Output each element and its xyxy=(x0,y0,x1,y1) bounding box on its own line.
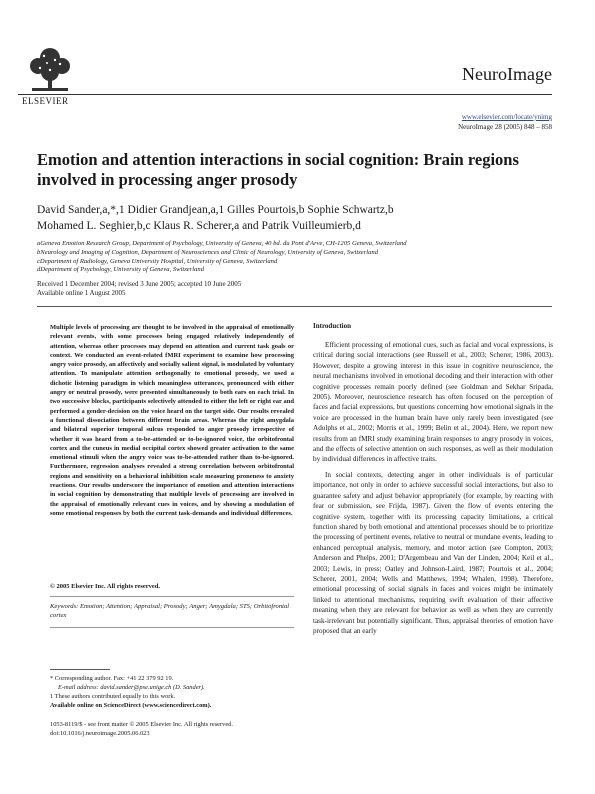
journal-info xyxy=(458,112,552,132)
affiliation-b: bNeurology and Imaging of Cognition, Department of Neurosciences and Clinic of Neurology, University of Geneva, Switzerland xyxy=(37,248,379,256)
footnotes xyxy=(50,674,211,710)
keywords: Keywords: Emotion; Attention; Appraisal; Prosody; Anger; Amygdala; STS; Orbitofrontal cortex xyxy=(50,603,290,619)
introduction-body xyxy=(313,340,553,641)
authors-line-1: David Sander,a,*,1 Didier Grandjean,a,1 Gilles Pourtois,b Sophie Schwartz,b xyxy=(37,204,394,216)
intro-paragraph-1: Efficient processing of emotional cues, such as facial and vocal expressions, is critical during social interactions (see Russell et al., 2003; Scherer, 1986, 2003). However, despite a growing interest in this issue in cognitive neuroscience, the neural mechanisms involved in emotional decoding and their interaction with other cognitive processes remain poorly defined (see Goldman and Sekhar Sripada, 2005). Moreover, neuroscience research has often focused on the perception of faces and facial expressions, but questions concerning how emotional signals in the voice are processed in the human brain have only rarely been investigated (see Adolphs et al., 2002; Morris et al., 1999; Belin et al., 2004). Here, we report new results from an fMRI study examining brain responses to angry prosody in voices, and the effects of selective attention on such responses, as well as their modulation by individual differences in affective traits. xyxy=(313,341,553,464)
footnote-equal: 1 These authors contributed equally to this work. xyxy=(50,693,176,700)
abstract-copyright: © 2005 Elsevier Inc. All rights reserved. xyxy=(50,583,161,590)
abstract-text: Multiple levels of processing are thought to be involved in the appraisal of emotionally relevant events, with some processes being engaged relatively independently of attention, whereas other processes may depend on attention and current task goals or context. We conducted an event-related fMRI experiment to examine how processing angry voice prosody, an affectively and socially salient signal, is modulated by voluntary attention. To manipulate attention orthogonally to emotional prosody, we used a dichotic listening paradigm in which meaningless utterances, pronounced with either angry or neutral prosody, were presented simultaneously to both ears on each trial. In two successive blocks, participants selectively attended to either the left or right ear and performed a gender-decision on the voice heard on the target side. Our results revealed a functional dissociation between different brain areas. Whereas the right amygdala and bilateral superior temporal sulcus responded to anger prosody irrespective of whether it was heard from a to-be-attended or to-be-ignored voice, the orbitofrontal cortex and the cuneus in medial occipital cortex showed greater activation to the same emotional stimuli when the angry voice was to-be-attended rather than to-be-ignored. Furthermore, regression analyses revealed a strong correlation between orbitofrontal regions and sensitivity on a behavioral inhibition scale measuring proneness to anxiety reactions. Our results underscore the importance of emotion and attention interactions in social cognition by demonstrating that multiple levels of processing are involved in the appraisal of emotionally relevant cues in voices, and by showing a modulation of some emotional responses by both the current task-demands and individual differences. xyxy=(50,324,294,517)
elsevier-tree-logo xyxy=(22,44,78,104)
intro-paragraph-2: In social contexts, detecting anger in other individuals is of particular importance, not only in order to achieve successful social interactions, but also to guarantee safety and adjust behavior appropriately (for example, by reacting with fear or submission, see Frijda, 1987). Given the flow of events entering the cognitive system, together with its processing capacity limitations, a critical function shared by both emotional and attentional processes should be to prioritize the processing of pertinent events, relative to neutral or mundane events, leading to enhanced perceptual analysis, memory, and motor action (see Compton, 2003; Anderson and Phelps, 2001; D'Argembeau and Van der Linden, 2004; Keil et al., 2003; Lewis, in press; Oatley and Johnson-Laird, 1987; Pourtois et al., 2004; Scherer, 2001, 2004; Wells and Matthews, 1994; Whalen, 1998). Therefore, emotional processing of social signals in faces and voices might be intimately linked to attentional mechanisms, requiring swift evaluation of their affective meaning when they are relevant for behavior as well as when they are currently task-irrelevant but potentially significant. Thus, appraisal theories of emotion have proposed that an early xyxy=(313,470,553,635)
header-rule xyxy=(18,94,552,95)
online-date: Available online 1 August 2005 xyxy=(37,289,126,297)
authors-line-2: Mohamed L. Seghier,b,c Klaus R. Scherer,a and Patrik Vuilleumierb,d xyxy=(37,220,361,232)
affiliation-d: dDepartment of Psychology, University of Geneva, Switzerland xyxy=(37,266,205,274)
article-title: Emotion and attention interactions in social cognition: Brain regions involved in processing anger prosody xyxy=(37,150,519,189)
doi-line: doi:10.1016/j.neuroimage.2005.06.023 xyxy=(50,730,150,737)
introduction-heading: Introduction xyxy=(313,322,351,330)
publisher-name: ELSEVIER xyxy=(22,96,69,106)
footnote-email: E-mail address: david.sander@pse.unige.ch (D. Sander). xyxy=(58,684,205,691)
keywords-rule-bottom xyxy=(50,627,294,628)
affiliations xyxy=(37,240,557,275)
footnote-online: Available online on ScienceDirect (www.sciencedirect.com). xyxy=(50,702,212,709)
page-footer xyxy=(50,720,233,738)
journal-name: NeuroImage xyxy=(462,64,552,84)
keywords-rule-top xyxy=(50,596,294,597)
affiliation-a: aGeneva Emotion Research Group, Department of Psychology, University of Geneva, 40 bd. du Pont d'Arve, CH-1205 Geneva, Switzerland xyxy=(37,240,407,247)
journal-url[interactable]: www.elsevier.com/locate/ynimg xyxy=(461,113,552,121)
author-list xyxy=(37,202,557,234)
issn-line: 1053-8119/$ - see front matter © 2005 Elsevier Inc. All rights reserved. xyxy=(50,721,233,728)
article-history xyxy=(37,280,241,298)
journal-citation: NeuroImage 28 (2005) 848 – 858 xyxy=(458,123,552,131)
footnote-rule xyxy=(50,669,110,670)
footnote-corresponding: * Corresponding author. Fax: +41 22 379 92 19. xyxy=(50,675,174,682)
affiliation-c: cDepartment of Radiology, Geneva University Hospital, University of Geneva, Switzerland xyxy=(37,257,278,265)
received-dates: Received 1 December 2004; revised 3 June 2005; accepted 10 June 2005 xyxy=(37,280,242,288)
section-rule xyxy=(37,306,552,307)
